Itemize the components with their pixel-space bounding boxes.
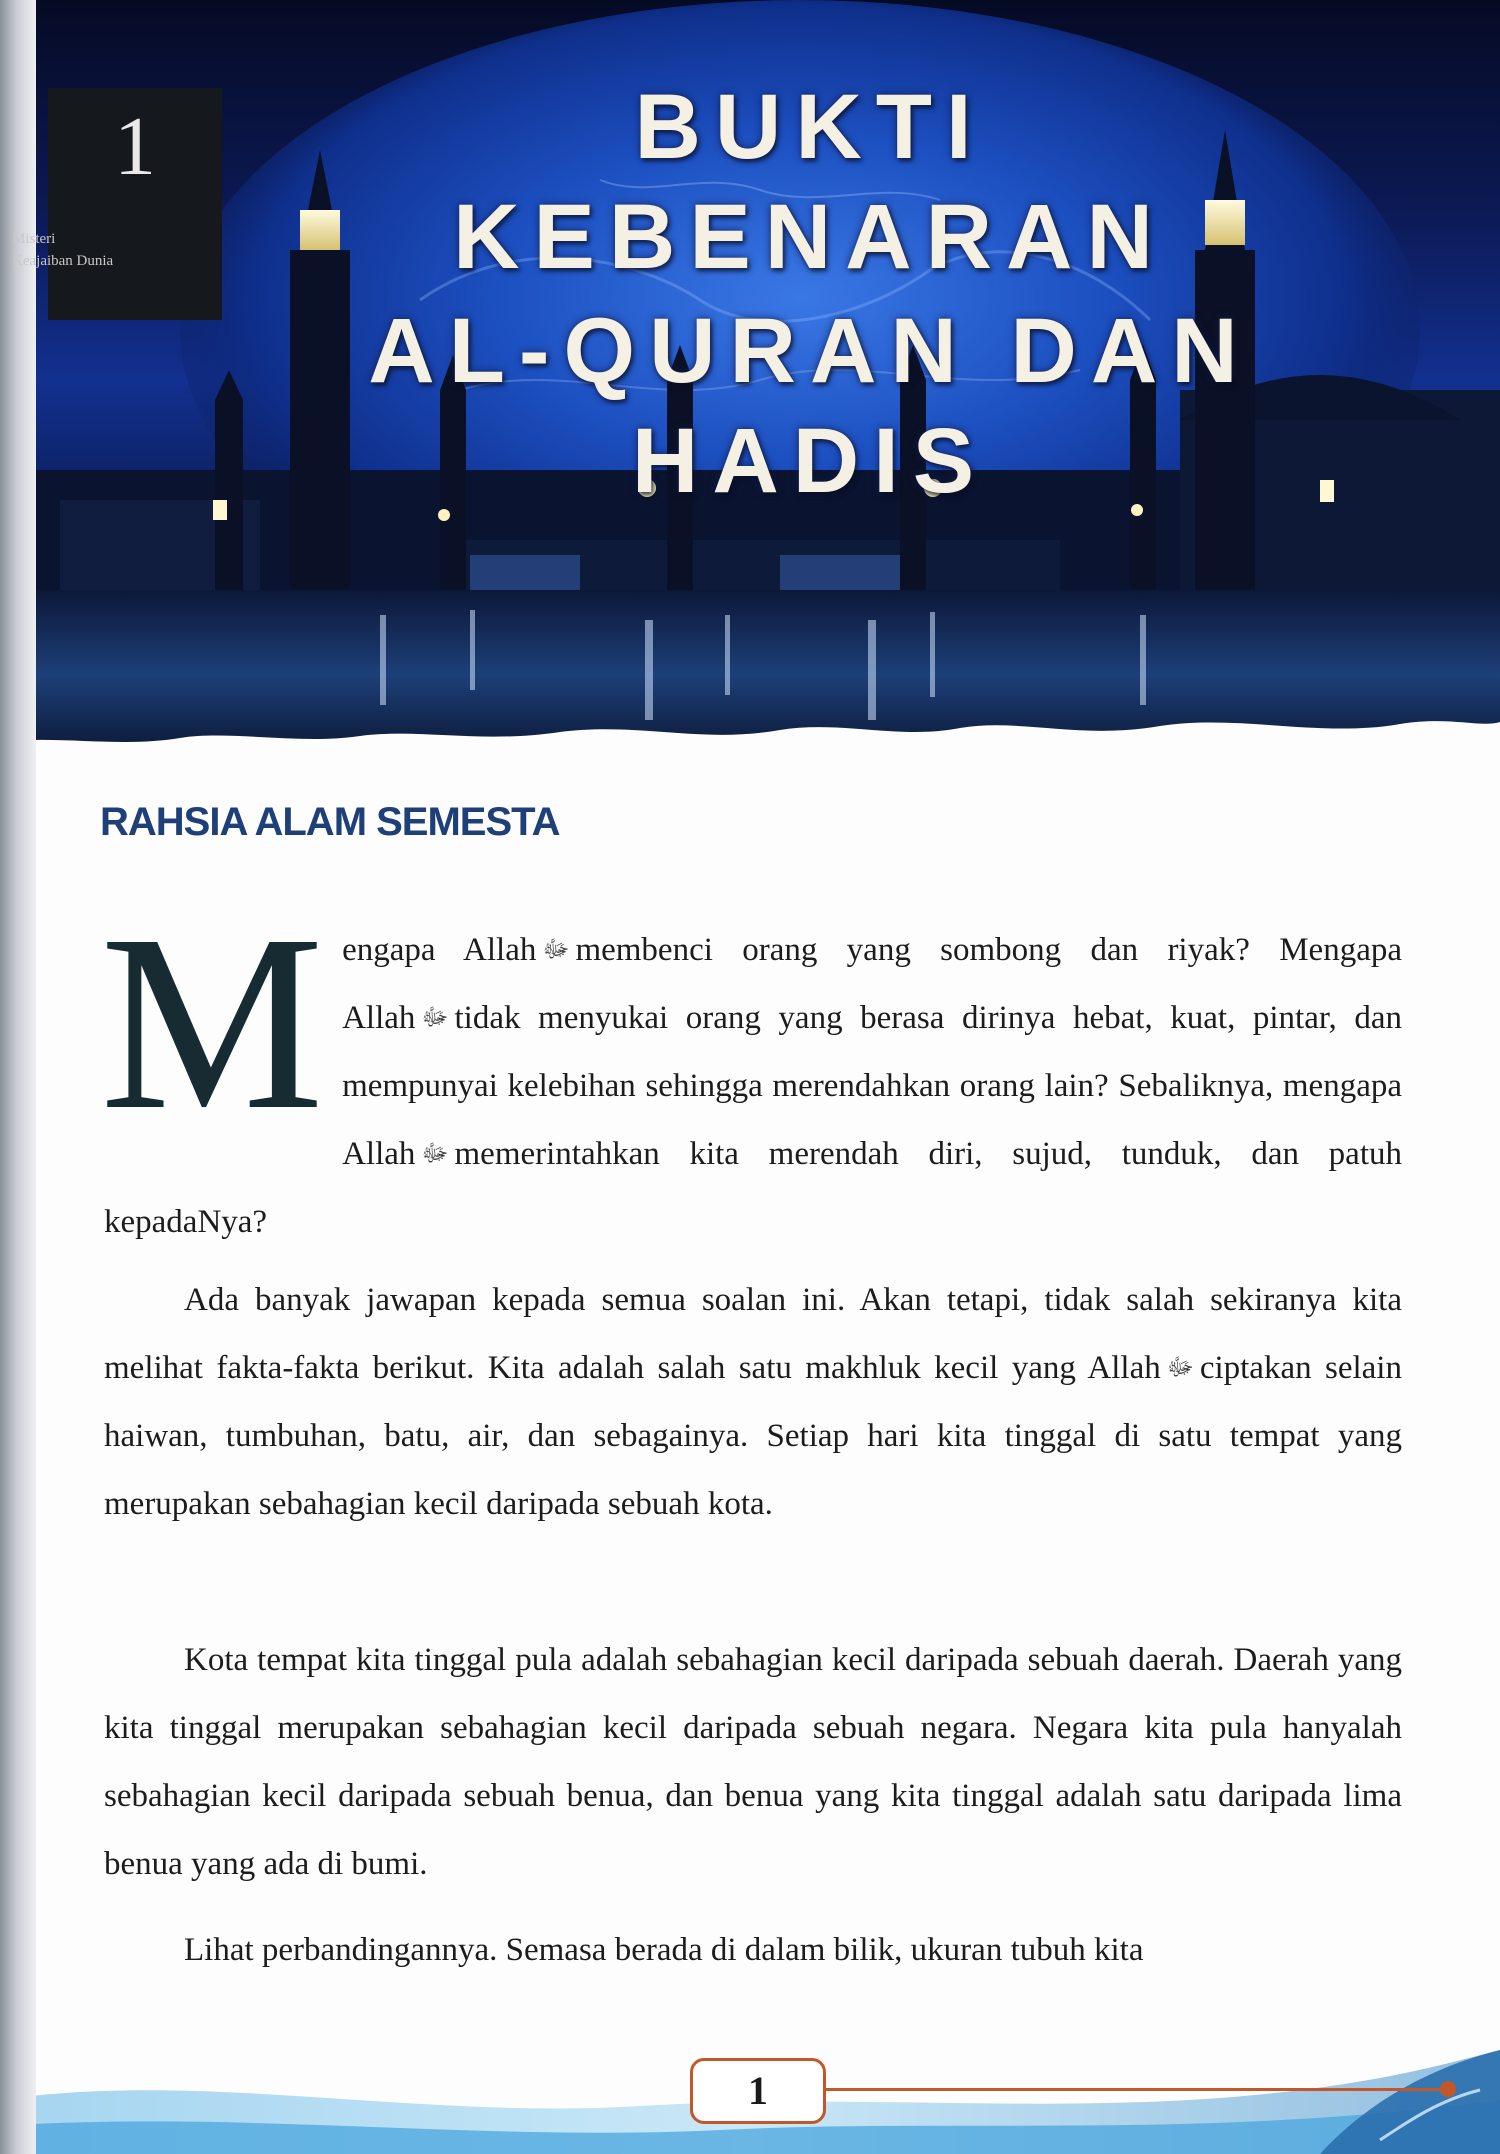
page-number-dot [1440, 2081, 1456, 2097]
paragraph-4: Lihat perbandingannya. Semasa berada di dalam bilik, ukuran tubuh kita [184, 1932, 1144, 1968]
page-number-rule [826, 2088, 1446, 2091]
honorific-icon: ﷻ [542, 937, 570, 963]
paragraph-2-segment-2: ciptakan selain haiwan, tumbuhan, batu, air, dan sebagainya. Setiap hari kita tinggal di satu tempat yang merupakan sebahagian kecil daripada sebuah kota. [104, 1350, 1402, 1522]
honorific-icon: ﷻ [421, 1141, 449, 1167]
chapter-caption [12, 228, 182, 272]
chapter-caption-line2: Keajaiban Dunia [12, 253, 114, 269]
paragraph-1 [100, 882, 1403, 1256]
section-heading: RAHSIA ALAM SEMESTA [100, 800, 560, 844]
chapter-title [270, 72, 1350, 516]
paragraph-1-segment-4: memerintahkan kita merendah diri, sujud, tunduk, dan patuh kepadaNya? [104, 1136, 1402, 1240]
chapter-title-line2: AL-QURAN DAN HADIS [368, 300, 1252, 512]
paragraph-2 [104, 1266, 1402, 1538]
paragraph-2-segment-1: Ada banyak jawapan kepada semua soalan ini. Akan tetapi, tidak salah sekiranya kita melihat fakta-fakta berikut. Kita adalah salah satu makhluk kecil yang Allah [104, 1282, 1402, 1386]
chapter-title-line1: BUKTI KEBENARAN [453, 76, 1167, 288]
chapter-badge [48, 88, 222, 320]
drop-cap: M [100, 882, 325, 1162]
honorific-icon: ﷻ [1166, 1355, 1194, 1381]
page-number-badge [690, 2058, 826, 2124]
chapter-number: 1 [114, 100, 156, 193]
page-number: 1 [748, 2068, 768, 2113]
paragraph-1-segment-3: tidak menyukai orang yang berasa dirinya hebat, kuat, pintar, dan mempunyai kelebihan sehingga merendahkan orang lain? Sebaliknya, mengapa Allah [342, 1000, 1402, 1172]
paragraph-1-segment-2: membenci orang yang sombong dan riyak? Mengapa Allah [342, 932, 1403, 1036]
honorific-icon: ﷻ [421, 1005, 449, 1031]
paragraph-1-segment-1: engapa Allah [342, 932, 537, 968]
book-spine-shadow [0, 0, 36, 2154]
header-banner [0, 0, 1500, 760]
chapter-caption-line1: Misteri [12, 231, 56, 247]
paragraph-3: Kota tempat kita tinggal pula adalah sebahagian kecil daripada sebuah daerah. Daerah yang kita tinggal merupakan sebahagian kecil daripada sebuah negara. Negara kita pula hanyalah sebahagian kecil daripada sebuah benua, dan benua yang kita tinggal adalah satu daripada lima benua yang ada di bumi. [104, 1642, 1402, 1882]
